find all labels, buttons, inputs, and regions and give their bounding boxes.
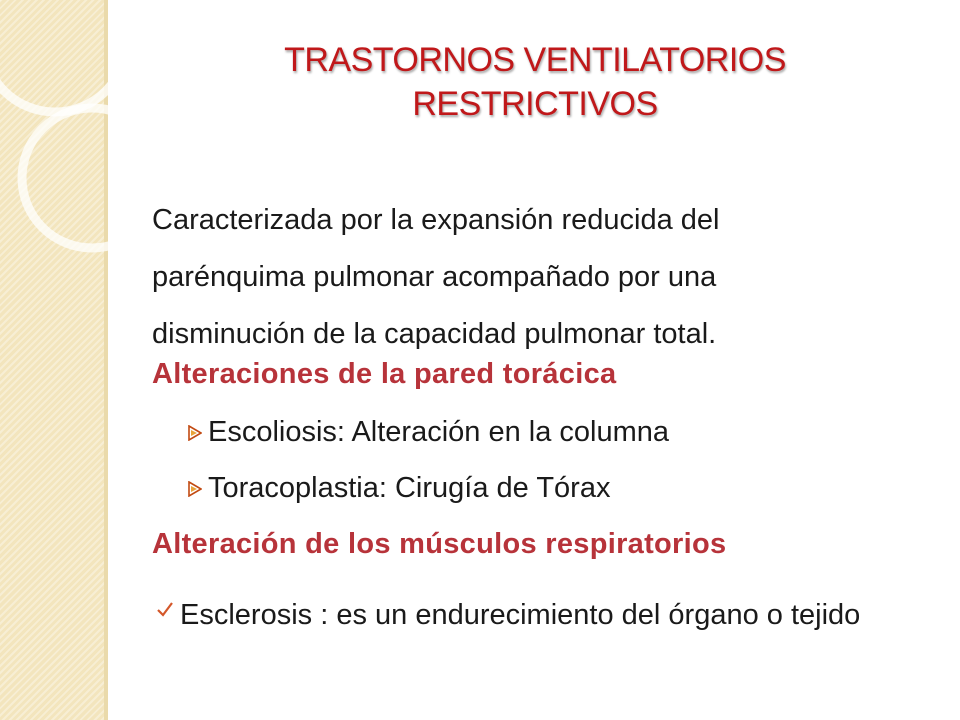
list-item-escoliosis [188, 416, 669, 449]
intro-line: disminución de la capacidad pulmonar total. [152, 318, 717, 350]
list-item-label: Toracoplastia: Cirugía de Tórax [208, 472, 611, 504]
slide-title-line2: RESTRICTIVOS [412, 85, 658, 123]
decorative-circles [0, 0, 140, 300]
section-heading-chest-wall: Alteraciones de la pared torácica [152, 358, 617, 390]
arrow-bullet-icon [188, 481, 202, 497]
list-item-esclerosis: Esclerosis : es un endurecimiento del órgano o tejido [180, 599, 861, 631]
arrow-bullet-icon [188, 425, 202, 441]
slide-title [160, 38, 910, 126]
intro-line: parénquima pulmonar acompañado por una [152, 261, 717, 293]
list-item-toracoplastia [188, 472, 610, 505]
slide-title-line1: TRASTORNOS VENTILATORIOS [284, 41, 786, 79]
checkmark-icon [156, 600, 174, 618]
intro-line: Caracterizada por la expansión reducida del [152, 204, 720, 236]
intro-paragraph [152, 192, 942, 363]
list-item-label: Escoliosis: Alteración en la columna [208, 416, 670, 448]
section-heading-respiratory-muscles: Alteración de los músculos respiratorios [152, 528, 727, 560]
